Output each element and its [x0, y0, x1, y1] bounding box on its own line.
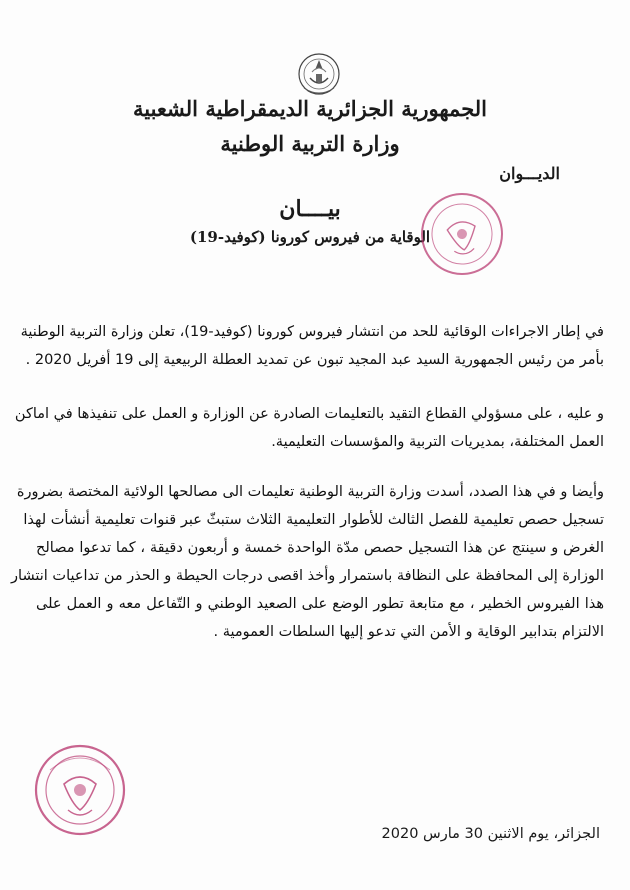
paragraph-line: تسجيل حصص تعليمية للفصل الثالث للأطوار التعليمية الثلاث ستبثّ عبر قنوات تعليمية أنشأت لهذا: [23, 512, 604, 528]
paragraph-line: الالتزام بتدابير الوقاية و الأمن التي تدعو إليها السلطات العمومية .: [213, 624, 604, 640]
ministry-stamp-icon: [30, 740, 130, 840]
paragraph-instructions: [14, 400, 604, 456]
place-and-date: الجزائر، يوم الاثنين 30 مارس 2020: [381, 826, 600, 842]
paragraph-line: في إطار الاجراءات الوقائية للحد من انتشار فيروس كورونا (كوفيد-19)، تعلن وزارة التربية الوطنية: [20, 324, 604, 340]
paragraph-line: وأيضا و في هذا الصدد، أسدت وزارة التربية الوطنية تعليمات الى مصالحها الولائية المختصة بضرورة: [16, 484, 604, 500]
paragraph-line: هذا الفيروس الخطير ، مع متابعة تطور الوضع على الصعيد الوطني و التّفاعل معه و العمل على: [36, 596, 604, 612]
office-label: الديـــوان: [499, 164, 560, 183]
paragraph-line: و عليه ، على مسؤولي القطاع التقيد بالتعليمات الصادرة عن الوزارة و العمل على تنفيذها في اماكن: [14, 406, 604, 422]
statement-title: بيــــان: [279, 196, 341, 222]
paragraph-line: العمل المختلفة، بمديريات التربية والمؤسسات التعليمية.: [271, 434, 604, 450]
paragraph-educational-sessions: [11, 478, 604, 646]
republic-name: الجمهورية الجزائرية الديمقراطية الشعبية: [132, 96, 487, 121]
paragraph-line: الوزارة إلى المحافظة على النظافة باستمرار وأخذ اقصى درجات الحيطة و الحذر من تداعيات انتشار: [11, 568, 604, 584]
algeria-emblem-icon: [296, 50, 342, 100]
ministry-stamp-icon: [412, 182, 512, 285]
paragraph-line: بأمر من رئيس الجمهورية السيد عبد المجيد تبون عن تمديد العطلة الربيعية إلى 19 أفريل 2020 .: [25, 352, 604, 368]
ministry-name: وزارة التربية الوطنية: [220, 131, 400, 156]
statement-subtitle: الوقاية من فيروس كورونا (كوفيد-19): [189, 228, 431, 246]
paragraph-extension: [20, 318, 604, 374]
paragraph-line: الغرض و سينتج عن هذا التسجيل حصص مدّة الواحدة خمسة و أربعون دقيقة ، كما تدعوا مصالح: [36, 540, 604, 556]
